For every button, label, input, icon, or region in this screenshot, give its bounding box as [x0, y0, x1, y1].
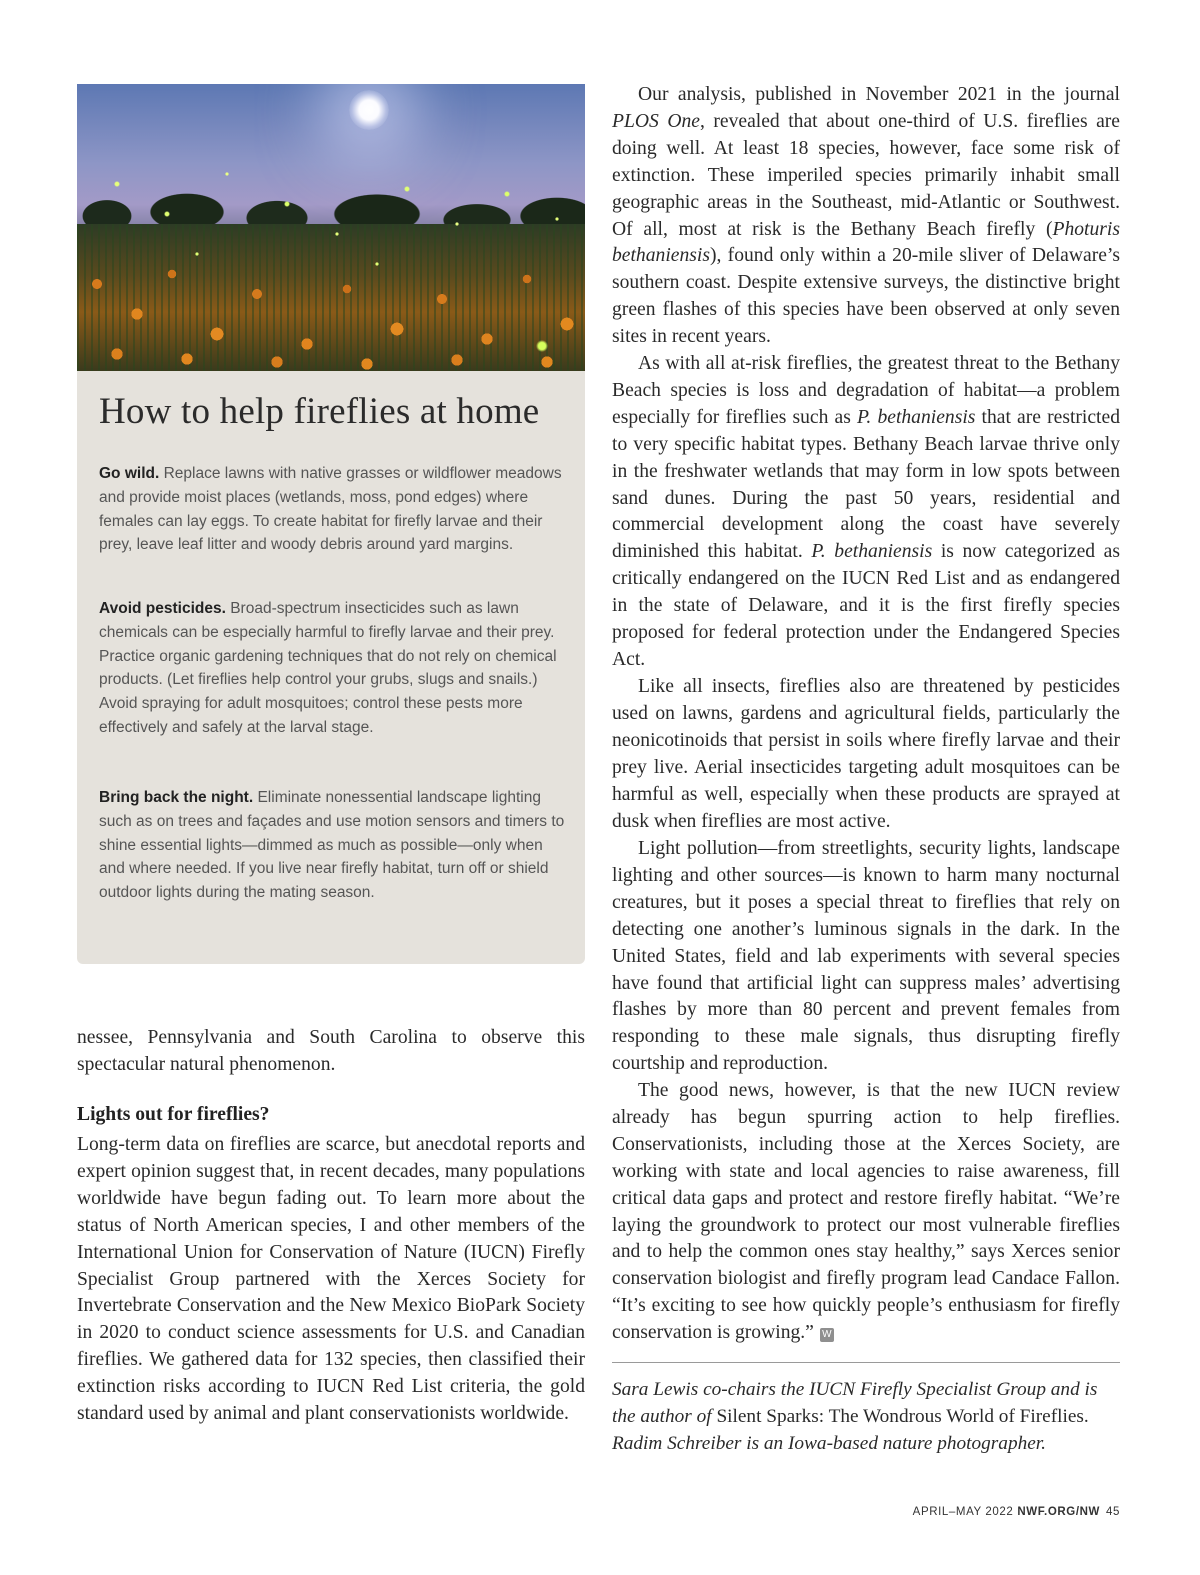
tip-go-wild: [99, 462, 569, 557]
species-name: P. bethaniensis: [811, 541, 933, 563]
site-url: NWF.ORG/NW: [1017, 1506, 1100, 1518]
moon: [349, 90, 389, 130]
tip-lead: Go wild.: [99, 465, 160, 482]
tip-lead: Bring back the night.: [99, 789, 254, 806]
sidebar-box: [77, 84, 585, 964]
right-paragraph-3: Like all insects, fireflies also are threatened by pesticides used on lawns, gardens and agricultural fields, particularly the neonicotinoids that persist in soils where firefly larvae and their prey live. Aerial insecticides targeting adult mosquitoes can be harmful as well, especially when these products are sprayed at dusk when fireflies are most active.: [612, 676, 1120, 832]
text-run: , revealed that about one-third of U.S. fireflies are doing well. At least 18 species, however, face some risk of extinction. These imperiled species primarily inhabit small geographic areas in the Southeast, mid-Atlantic or Southwest. Of all, most at risk is the Bethany Beach firefly (: [612, 110, 1120, 240]
right-paragraph-5: [612, 1078, 1120, 1347]
tip-bring-back-night: [99, 786, 569, 905]
text-run: The good news, however, is that the new IUCN review already has begun spurring action to help fireflies. Conservationists, including those at the Xerces Society, are working with state and local agencies to raise awareness, fill critical data gaps and protect and restore firefly habitat. “We’re laying the groundwork to protect our most vulnerable fireflies and to help the common ones stay healthy,” says Xerces senior conservation biologist and firefly program lead Candace Fallon. “It’s exciting to see how quickly people’s enthusiasm for firefly conservation is growing.”: [612, 1080, 1120, 1344]
section-heading: Lights out for fireflies?: [77, 1104, 270, 1125]
left-paragraph: Long-term data on fireflies are scarce, but anecdotal reports and expert opinion suggest that, in recent decades, many populations worldwide have begun fading out. To learn more about the status of North American species, I and other members of the International Union for Conservation of Nature (IUCN) Firefly Specialist Group partnered with the Xerces Society for Invertebrate Conservation and the New Mexico BioPark Society in 2020 to conduct science assessments for U.S. and Canadian fireflies. We gathered data for 132 species, then classified their extinction risks according to IUCN Red List criteria, the gold standard used by animal and plant conservationists worldwide.: [77, 1134, 585, 1425]
firefly-glow: [77, 144, 585, 371]
page-footer: [913, 1506, 1120, 1518]
right-paragraph-4: Light pollution—from streetlights, security lights, landscape lighting and other sources—is known to harm many nocturnal creatures, but it poses a special threat to fireflies that rely on detecting one another’s luminous signals in the dark. In the United States, field and lab experiments with several species have found that artificial light can suppress males’ advertising flashes by more than 80 percent and prevent females from responding to these male signals, thus disrupting firefly courtship and reproduction.: [612, 838, 1120, 1075]
page-number: 45: [1106, 1506, 1120, 1518]
tip-text: Eliminate nonessential landscape lighting such as on trees and façades and use motion sensors and timers to shine essential lights—dimmed as much as possible—only when and where needed. If you live near firefly habitat, turn off or shield outdoor lights during the mating season.: [99, 789, 565, 902]
sidebar-title: How to help fireflies at home: [99, 391, 540, 432]
end-mark-icon: W: [820, 1328, 834, 1342]
bio-text: Sara Lewis co-chairs the IUCN Firefly Specialist Group and is the author of: [612, 1379, 1098, 1427]
tip-lead: Avoid pesticides.: [99, 600, 226, 617]
divider-rule: [612, 1362, 1120, 1363]
journal-name: PLOS One: [612, 110, 700, 132]
firefly-meadow-photo: [77, 84, 585, 371]
issue-date: APRIL–MAY 2022: [912, 1506, 1014, 1518]
text-run: that are restricted to very specific habitat types. Bethany Beach larvae thrive only in the freshwater wetlands that may form in low spots between sand dunes. During the past 50 years, residential and commercial development along the coast have severely diminished this habitat.: [612, 406, 1120, 563]
text-run: ), found only within a 20-mile sliver of Delaware’s southern coast. Despite extensive surveys, the distinctive bright green flashes of this species have been observed at only seven sites in recent years.: [612, 245, 1120, 348]
book-title: Silent Sparks: The Wondrous World of Fireflies.: [716, 1406, 1089, 1427]
text-run: is now categorized as critically endangered on the IUCN Red List and as endangered in the state of Delaware, and it is the first firefly species proposed for federal protection under the Endangered Species Act.: [612, 541, 1120, 670]
left-continued-paragraph: nessee, Pennsylvania and South Carolina to observe this spectacular natural phenomenon.: [77, 1027, 585, 1075]
photographer-credit: Radim Schreiber is an Iowa-based nature photographer.: [612, 1433, 1046, 1454]
species-name: P. bethaniensis: [856, 406, 976, 428]
right-paragraph-1: [612, 82, 1120, 351]
tip-text: Broad-spectrum insecticides such as lawn chemicals can be especially harmful to firefly larvae and their prey. Practice organic gardening techniques that do not rely on chemical products. (Let fireflies help control your grubs, slugs and snails.) Avoid spraying for adult mosquitoes; control these pests more effectively and safely at the larval stage.: [99, 600, 557, 736]
tip-text: Replace lawns with native grasses or wildflower meadows and provide moist places (wetlands, moss, pond edges) where females can lay eggs. To create habitat for firefly larvae and their prey, leave leaf litter and woody debris around yard margins.: [99, 465, 562, 554]
tip-avoid-pesticides: [99, 597, 569, 740]
author-bio: [612, 1376, 1120, 1457]
right-paragraph-2: [612, 351, 1120, 674]
text-run: Our analysis, published in November 2021 in the journal: [638, 84, 1120, 105]
text-run: As with all at-risk fireflies, the greatest threat to the Bethany Beach species is loss and degradation of habitat—a problem especially for fireflies such as: [612, 353, 1120, 428]
species-name: Photuris bethaniensis: [612, 218, 1120, 267]
